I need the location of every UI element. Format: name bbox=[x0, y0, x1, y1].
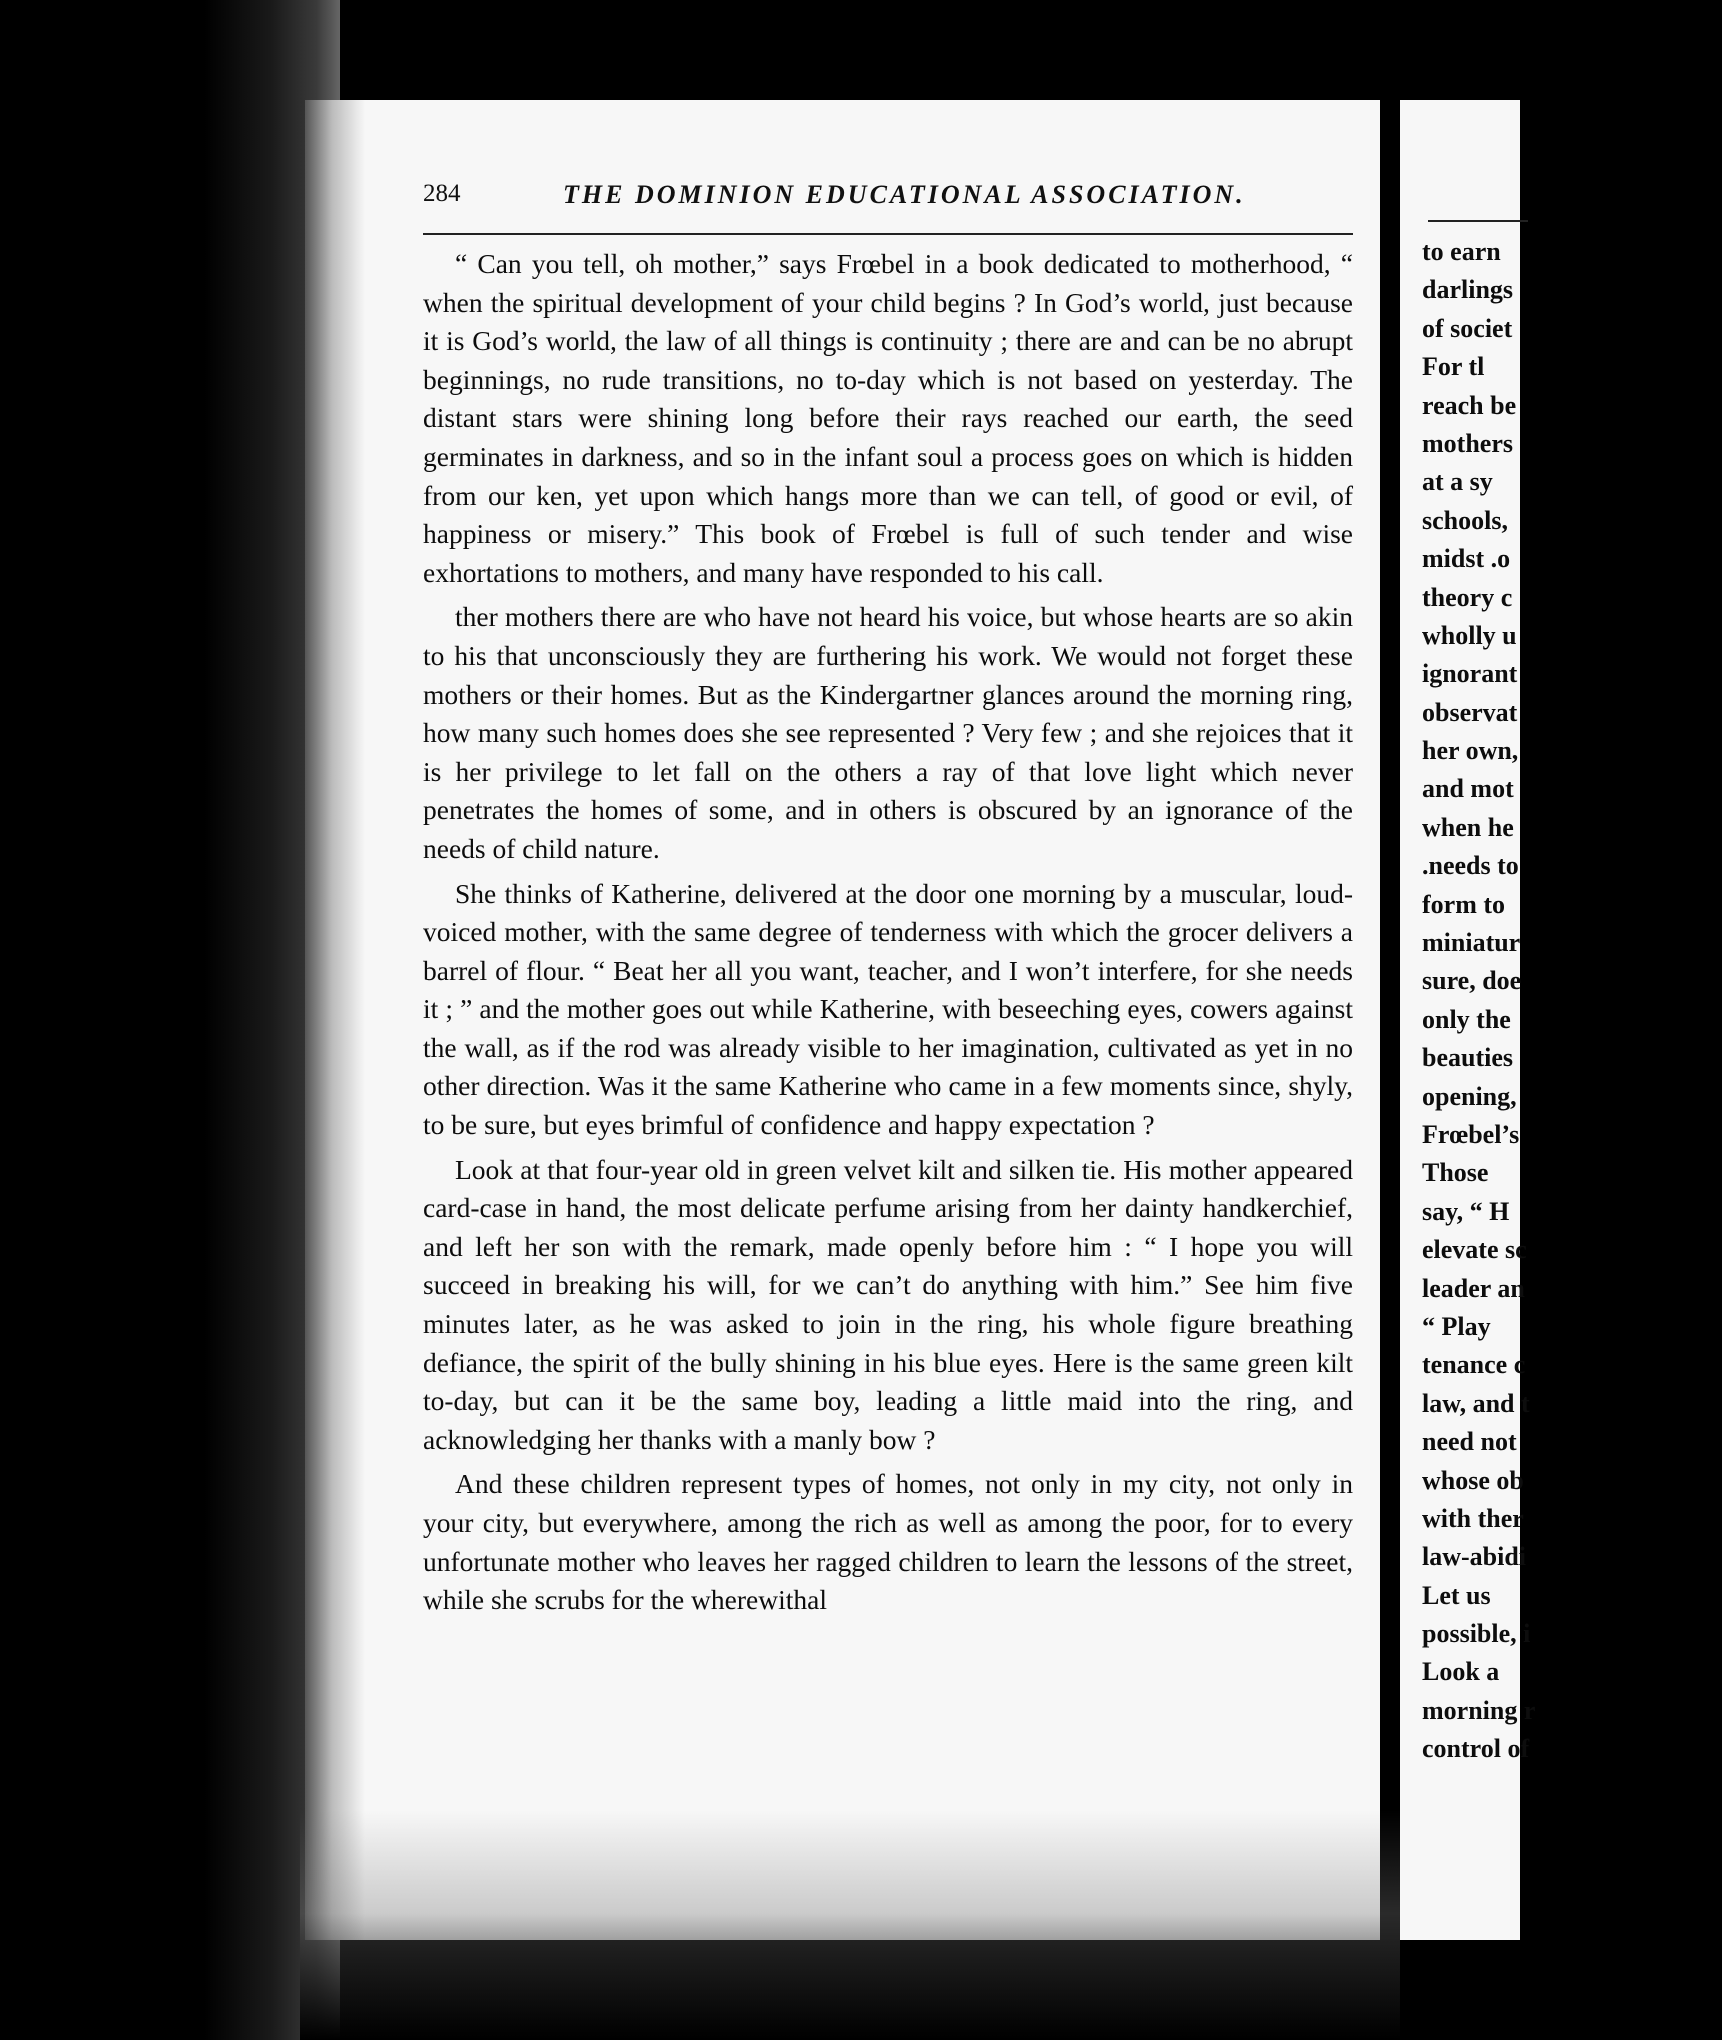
right-line: law-abidi bbox=[1422, 1542, 1527, 1572]
right-line: sure, doe bbox=[1422, 966, 1522, 996]
right-line: Frœbel’s bbox=[1422, 1119, 1520, 1149]
paragraph: And these children represent types of homes, not only in my city, not only in your city, but everywhere, among the rich as well as among the poor, for to every unfortunate mother who leaves her ragged children to learn the lessons of the street, while she scrubs for the wherewithal bbox=[423, 1468, 1353, 1616]
right-page-edge bbox=[1400, 100, 1536, 1940]
header-rule bbox=[423, 233, 1353, 235]
right-line: law, and t bbox=[1422, 1388, 1530, 1418]
right-line: whose ob bbox=[1422, 1465, 1524, 1495]
right-line: possible, i bbox=[1422, 1619, 1531, 1649]
right-page-rule bbox=[1428, 220, 1528, 222]
right-line: leader an bbox=[1422, 1273, 1525, 1303]
body-text bbox=[423, 245, 1353, 1626]
right-line: morning r bbox=[1422, 1695, 1536, 1725]
book-spine-shadow bbox=[0, 0, 340, 2040]
page-number: 284 bbox=[423, 180, 461, 207]
right-line: to earn bbox=[1422, 237, 1501, 266]
right-line: midst .o bbox=[1422, 544, 1511, 574]
right-line: when he bbox=[1422, 812, 1514, 842]
paragraph: She thinks of Katherine, delivered at the door one morning by a muscular, loud-voiced mother, with the same degree of tenderness with which the grocer delivers a barrel of flour. “ Beat her all you want, teacher, and I won’t interfere, for she needs it ; ” and the mother goes out while Katherine, with beseeching eyes, cowers against the wall, as if the rod was already visible to her imagination, cultivated as yet in no other direction. Was it the same Katherine who came in a few moments since, shyly, to be sure, but eyes brimful of confidence and happy expectation ? bbox=[423, 877, 1353, 1141]
right-line: mothers bbox=[1422, 428, 1513, 458]
right-line: darlings bbox=[1422, 275, 1514, 305]
right-line: observat bbox=[1422, 697, 1518, 727]
right-line: and mot bbox=[1422, 774, 1514, 804]
right-line: only the bbox=[1422, 1004, 1511, 1034]
right-line: opening, bbox=[1422, 1081, 1517, 1111]
right-line: reach be bbox=[1422, 390, 1517, 420]
right-line: her own, bbox=[1422, 736, 1519, 766]
right-line: theory c bbox=[1422, 582, 1513, 612]
right-line: beauties bbox=[1422, 1043, 1513, 1073]
right-line: .needs to bbox=[1422, 851, 1519, 881]
right-line: control of bbox=[1422, 1734, 1530, 1764]
right-line: For tl bbox=[1422, 352, 1485, 382]
right-line: form to bbox=[1422, 889, 1506, 919]
right-line: elevate sc bbox=[1422, 1235, 1527, 1265]
right-line: ignorant bbox=[1422, 659, 1518, 689]
right-line: miniatur bbox=[1422, 928, 1521, 958]
right-line: tenance c bbox=[1422, 1350, 1526, 1380]
paragraph: “ Can you tell, oh mother,” says Frœbel in a book dedicated to motherhood, “ when the spiritual development of your child begins ? In God’s world, just because it is God’s world, the law of all things is continuity ; there are and can be no abrupt beginnings, no rude transitions, no to-day which is not based on yesterday. The distant stars were shining long before their rays reached our earth, the seed germinates in darkness, and so in the infant soul a process goes on which is hidden from our ken, yet upon which hangs more than we can tell, of good or evil, of happiness or misery.” This book of Frœbel is full of such tender and wise exhortations to mothers, and many have responded to his call. bbox=[423, 248, 1353, 588]
right-line: wholly u bbox=[1422, 620, 1517, 650]
paragraph: Look at that four-year old in green velvet kilt and silken tie. His mother appeared card-case in hand, the most delicate perfume arising from her dainty handkerchief, and left her son with the remark, made openly before him : “ I hope you will succeed in breaking his will, for we can’t do anything with him.” See him five minutes later, as he was asked to join in the ring, his whole figure breathing defiance, the spirit of the bully shining in his blue eyes. Here is the same green kilt to-day, but can it be the same boy, leading a little maid into the ring, and acknowledging her thanks with a manly bow ? bbox=[423, 1153, 1353, 1455]
right-line: “ Play bbox=[1422, 1311, 1491, 1341]
right-line: at a sy bbox=[1422, 467, 1493, 497]
right-line: with ther bbox=[1422, 1503, 1524, 1533]
right-line: of societ bbox=[1422, 313, 1513, 343]
running-head bbox=[423, 180, 1353, 220]
right-line: schools, bbox=[1422, 505, 1508, 535]
right-line: need not bbox=[1422, 1427, 1517, 1457]
right-page-text bbox=[1422, 233, 1722, 1769]
paragraph: ther mothers there are who have not heard his voice, but whose hearts are so akin to his that unconsciously they are furthering his work. We would not forget these mothers or their homes. But as the Kindergartner glances around the morning ring, how many such homes does she see represented ? Very few ; and she rejoices that it is her privilege to let fall on the others a ray of that love light which never penetrates the homes of some, and in others is obscured by an ignorance of the needs of child nature. bbox=[423, 601, 1353, 864]
right-line: Look a bbox=[1422, 1657, 1500, 1687]
left-page bbox=[305, 100, 1380, 1940]
right-line: Let us bbox=[1422, 1580, 1491, 1610]
running-head-title: THE DOMINION EDUCATIONAL ASSOCIATION. bbox=[563, 180, 1246, 209]
right-line: say, “ H bbox=[1422, 1196, 1510, 1226]
right-line: Those bbox=[1422, 1158, 1489, 1188]
bottom-scan-shadow bbox=[300, 1810, 1400, 2040]
